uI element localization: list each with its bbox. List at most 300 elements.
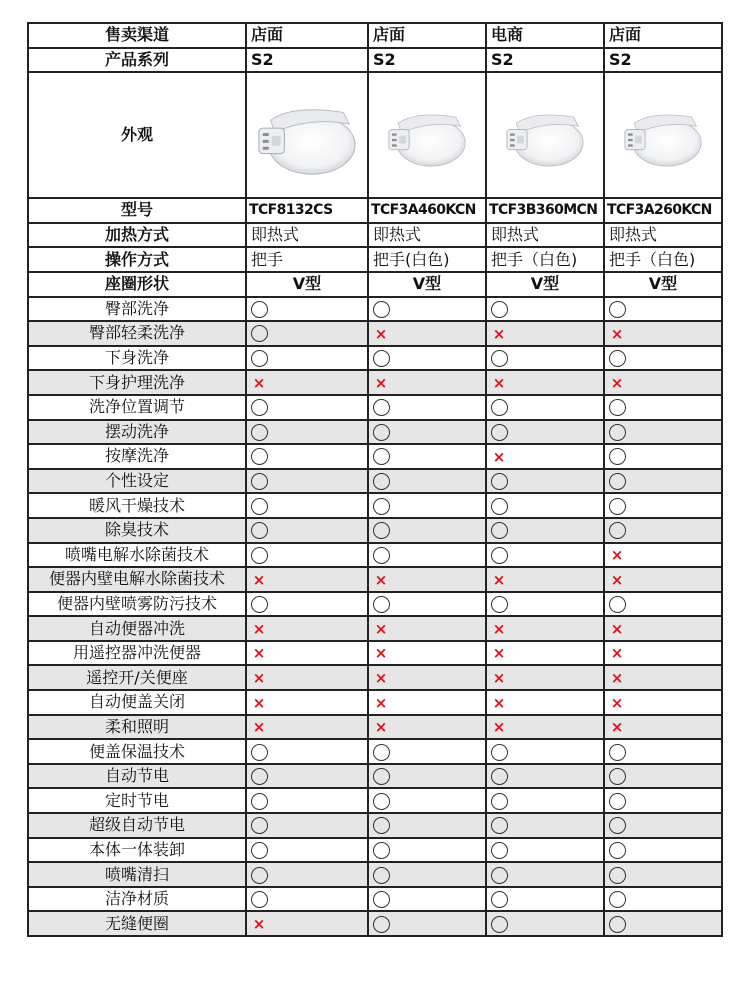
feature-mark-cell	[368, 346, 486, 371]
feature-mark-cell	[246, 543, 368, 568]
feature-row	[28, 862, 722, 887]
feature-mark-cell	[604, 715, 722, 740]
header-value: S2	[486, 48, 604, 73]
feature-mark-cell	[246, 592, 368, 617]
circle-yes-icon	[373, 399, 390, 416]
feature-mark-cell	[486, 715, 604, 740]
feature-label: 定时节电	[28, 788, 246, 813]
cross-no-icon: ×	[252, 644, 266, 663]
header-value: S2	[368, 48, 486, 73]
circle-yes-icon	[491, 473, 508, 490]
feature-row	[28, 764, 722, 789]
circle-yes-icon	[609, 399, 626, 416]
cross-no-icon: ×	[252, 669, 266, 688]
cross-no-icon: ×	[492, 570, 506, 589]
circle-yes-icon	[251, 891, 268, 908]
cross-no-icon: ×	[610, 669, 624, 688]
feature-mark-cell	[604, 567, 722, 592]
feature-row	[28, 420, 722, 445]
cross-no-icon: ×	[610, 324, 624, 343]
feature-mark-cell	[246, 911, 368, 936]
feature-mark-cell	[486, 887, 604, 912]
circle-yes-icon	[609, 522, 626, 539]
cross-no-icon: ×	[252, 570, 266, 589]
feature-mark-cell	[486, 813, 604, 838]
feature-mark-cell	[368, 395, 486, 420]
circle-yes-icon	[609, 768, 626, 785]
feature-mark-cell	[604, 739, 722, 764]
feature-mark-cell	[246, 321, 368, 346]
model-value: TCF3B360MCN	[486, 198, 604, 223]
feature-mark-cell	[604, 665, 722, 690]
spec-value: 把手（白色)	[604, 247, 722, 272]
feature-mark-cell	[368, 665, 486, 690]
row-label: 加热方式	[28, 223, 246, 248]
feature-label: 下身洗净	[28, 346, 246, 371]
spec-row	[28, 223, 722, 248]
product-image-cell	[246, 72, 368, 198]
circle-yes-icon	[491, 350, 508, 367]
feature-row	[28, 592, 722, 617]
circle-yes-icon	[491, 744, 508, 761]
feature-row	[28, 444, 722, 469]
circle-yes-icon	[251, 473, 268, 490]
circle-yes-icon	[251, 596, 268, 613]
spec-value: 即热式	[486, 223, 604, 248]
circle-yes-icon	[609, 793, 626, 810]
circle-yes-icon	[491, 817, 508, 834]
circle-yes-icon	[251, 498, 268, 515]
feature-mark-cell	[486, 764, 604, 789]
circle-yes-icon	[491, 842, 508, 859]
feature-mark-cell	[368, 567, 486, 592]
feature-label: 洗净位置调节	[28, 395, 246, 420]
header-value: S2	[246, 48, 368, 73]
feature-mark-cell	[246, 370, 368, 395]
cross-no-icon: ×	[492, 693, 506, 712]
feature-mark-cell	[604, 911, 722, 936]
circle-yes-icon	[373, 891, 390, 908]
cross-no-icon: ×	[610, 693, 624, 712]
feature-label: 自动节电	[28, 764, 246, 789]
feature-mark-cell	[246, 739, 368, 764]
product-image-cell	[486, 72, 604, 198]
feature-row	[28, 665, 722, 690]
feature-label: 本体一体装卸	[28, 838, 246, 863]
feature-mark-cell	[246, 813, 368, 838]
circle-yes-icon	[373, 448, 390, 465]
circle-yes-icon	[491, 424, 508, 441]
circle-yes-icon	[609, 498, 626, 515]
feature-mark-cell	[604, 690, 722, 715]
spec-value: 即热式	[604, 223, 722, 248]
circle-yes-icon	[373, 817, 390, 834]
feature-label: 洁净材质	[28, 887, 246, 912]
circle-yes-icon	[251, 350, 268, 367]
feature-mark-cell	[246, 690, 368, 715]
cross-no-icon: ×	[374, 669, 388, 688]
feature-mark-cell	[604, 838, 722, 863]
feature-mark-cell	[486, 518, 604, 543]
feature-mark-cell	[368, 420, 486, 445]
cross-no-icon: ×	[374, 324, 388, 343]
feature-mark-cell	[604, 420, 722, 445]
feature-mark-cell	[486, 370, 604, 395]
spec-value: 把手（白色)	[486, 247, 604, 272]
circle-yes-icon	[373, 350, 390, 367]
spec-value: V型	[368, 272, 486, 297]
spec-value: V型	[604, 272, 722, 297]
circle-yes-icon	[491, 596, 508, 613]
feature-label: 用遥控器冲洗便器	[28, 641, 246, 666]
feature-mark-cell	[246, 665, 368, 690]
feature-mark-cell	[604, 592, 722, 617]
circle-yes-icon	[251, 325, 268, 342]
feature-mark-cell	[246, 420, 368, 445]
cross-no-icon: ×	[610, 718, 624, 737]
feature-mark-cell	[604, 321, 722, 346]
feature-mark-cell	[368, 838, 486, 863]
feature-mark-cell	[486, 567, 604, 592]
feature-mark-cell	[368, 321, 486, 346]
row-label: 座圈形状	[28, 272, 246, 297]
spec-value: 即热式	[368, 223, 486, 248]
feature-row	[28, 567, 722, 592]
feature-mark-cell	[368, 788, 486, 813]
feature-mark-cell	[368, 616, 486, 641]
circle-yes-icon	[251, 522, 268, 539]
feature-row	[28, 493, 722, 518]
row-label: 售卖渠道	[28, 23, 246, 48]
feature-mark-cell	[368, 592, 486, 617]
circle-yes-icon	[609, 473, 626, 490]
feature-mark-cell	[486, 395, 604, 420]
circle-yes-icon	[251, 793, 268, 810]
appearance-row	[28, 72, 722, 198]
cross-no-icon: ×	[610, 570, 624, 589]
feature-mark-cell	[604, 493, 722, 518]
feature-row	[28, 739, 722, 764]
circle-yes-icon	[491, 891, 508, 908]
feature-row	[28, 395, 722, 420]
row-label: 产品系列	[28, 48, 246, 73]
circle-yes-icon	[373, 424, 390, 441]
cross-no-icon: ×	[610, 644, 624, 663]
circle-yes-icon	[491, 768, 508, 785]
model-value: TCF3A260KCN	[604, 198, 722, 223]
feature-row	[28, 690, 722, 715]
header-value: S2	[604, 48, 722, 73]
cross-no-icon: ×	[492, 373, 506, 392]
feature-mark-cell	[246, 346, 368, 371]
feature-row	[28, 469, 722, 494]
feature-label: 按摩洗净	[28, 444, 246, 469]
feature-row	[28, 321, 722, 346]
cross-no-icon: ×	[374, 619, 388, 638]
circle-yes-icon	[609, 817, 626, 834]
feature-mark-cell	[368, 641, 486, 666]
feature-mark-cell	[368, 543, 486, 568]
circle-yes-icon	[251, 817, 268, 834]
feature-mark-cell	[368, 715, 486, 740]
cross-no-icon: ×	[610, 619, 624, 638]
circle-yes-icon	[491, 498, 508, 515]
toilet-seat-image	[379, 100, 475, 170]
toilet-seat-image	[497, 100, 593, 170]
header-value: 电商	[486, 23, 604, 48]
feature-mark-cell	[246, 444, 368, 469]
feature-mark-cell	[486, 690, 604, 715]
feature-mark-cell	[604, 764, 722, 789]
cross-no-icon: ×	[374, 718, 388, 737]
feature-label: 喷嘴电解水除菌技术	[28, 543, 246, 568]
feature-label: 摆动洗净	[28, 420, 246, 445]
toilet-seat-image	[615, 100, 711, 170]
circle-yes-icon	[609, 424, 626, 441]
feature-row	[28, 838, 722, 863]
circle-yes-icon	[609, 842, 626, 859]
feature-row	[28, 788, 722, 813]
row-label: 外观	[28, 72, 246, 198]
circle-yes-icon	[373, 498, 390, 515]
feature-mark-cell	[486, 346, 604, 371]
feature-label: 个性设定	[28, 469, 246, 494]
feature-row	[28, 715, 722, 740]
spec-row	[28, 272, 722, 297]
spec-value: 即热式	[246, 223, 368, 248]
circle-yes-icon	[251, 744, 268, 761]
cross-no-icon: ×	[252, 914, 266, 933]
feature-mark-cell	[604, 887, 722, 912]
header-value: 店面	[368, 23, 486, 48]
circle-yes-icon	[251, 842, 268, 859]
feature-mark-cell	[486, 469, 604, 494]
circle-yes-icon	[491, 793, 508, 810]
circle-yes-icon	[609, 448, 626, 465]
feature-mark-cell	[486, 911, 604, 936]
feature-mark-cell	[486, 420, 604, 445]
feature-mark-cell	[368, 739, 486, 764]
feature-mark-cell	[246, 518, 368, 543]
cross-no-icon: ×	[610, 373, 624, 392]
circle-yes-icon	[251, 547, 268, 564]
feature-mark-cell	[604, 297, 722, 322]
circle-yes-icon	[373, 842, 390, 859]
circle-yes-icon	[491, 301, 508, 318]
spec-value: V型	[246, 272, 368, 297]
feature-label: 便器内壁电解水除菌技术	[28, 567, 246, 592]
cross-no-icon: ×	[374, 693, 388, 712]
feature-mark-cell	[368, 887, 486, 912]
feature-label: 便盖保温技术	[28, 739, 246, 764]
feature-row	[28, 297, 722, 322]
feature-mark-cell	[604, 444, 722, 469]
feature-mark-cell	[368, 518, 486, 543]
circle-yes-icon	[491, 547, 508, 564]
row-label: 型号	[28, 198, 246, 223]
feature-mark-cell	[604, 518, 722, 543]
feature-label: 遥控开/关便座	[28, 665, 246, 690]
circle-yes-icon	[373, 744, 390, 761]
feature-mark-cell	[368, 911, 486, 936]
feature-mark-cell	[604, 370, 722, 395]
feature-row	[28, 518, 722, 543]
feature-row	[28, 543, 722, 568]
circle-yes-icon	[491, 522, 508, 539]
circle-yes-icon	[251, 301, 268, 318]
circle-yes-icon	[491, 916, 508, 933]
circle-yes-icon	[373, 793, 390, 810]
circle-yes-icon	[251, 768, 268, 785]
feature-mark-cell	[486, 543, 604, 568]
cross-no-icon: ×	[374, 570, 388, 589]
header-row	[28, 23, 722, 48]
circle-yes-icon	[609, 867, 626, 884]
feature-row	[28, 641, 722, 666]
cross-no-icon: ×	[492, 718, 506, 737]
feature-mark-cell	[604, 616, 722, 641]
circle-yes-icon	[373, 522, 390, 539]
feature-mark-cell	[604, 346, 722, 371]
feature-row	[28, 616, 722, 641]
feature-label: 自动便器冲洗	[28, 616, 246, 641]
feature-mark-cell	[368, 444, 486, 469]
feature-mark-cell	[246, 788, 368, 813]
feature-mark-cell	[246, 616, 368, 641]
model-value: TCF8132CS	[246, 198, 368, 223]
feature-mark-cell	[246, 567, 368, 592]
cross-no-icon: ×	[492, 619, 506, 638]
circle-yes-icon	[609, 301, 626, 318]
circle-yes-icon	[373, 473, 390, 490]
cross-no-icon: ×	[610, 546, 624, 565]
feature-mark-cell	[486, 862, 604, 887]
spec-row	[28, 247, 722, 272]
circle-yes-icon	[491, 399, 508, 416]
feature-row	[28, 887, 722, 912]
feature-mark-cell	[368, 764, 486, 789]
feature-mark-cell	[486, 838, 604, 863]
cross-no-icon: ×	[374, 644, 388, 663]
feature-mark-cell	[246, 764, 368, 789]
feature-mark-cell	[368, 690, 486, 715]
feature-label: 暖风干燥技术	[28, 493, 246, 518]
feature-mark-cell	[246, 715, 368, 740]
feature-label: 臀部洗净	[28, 297, 246, 322]
circle-yes-icon	[609, 891, 626, 908]
circle-yes-icon	[251, 399, 268, 416]
feature-row	[28, 346, 722, 371]
circle-yes-icon	[251, 424, 268, 441]
feature-mark-cell	[368, 813, 486, 838]
feature-mark-cell	[486, 493, 604, 518]
feature-mark-cell	[604, 641, 722, 666]
feature-label: 除臭技术	[28, 518, 246, 543]
feature-label: 便器内壁喷雾防污技术	[28, 592, 246, 617]
header-row	[28, 48, 722, 73]
feature-mark-cell	[246, 297, 368, 322]
circle-yes-icon	[373, 768, 390, 785]
model-row	[28, 198, 722, 223]
circle-yes-icon	[609, 350, 626, 367]
feature-mark-cell	[486, 297, 604, 322]
feature-label: 超级自动节电	[28, 813, 246, 838]
circle-yes-icon	[609, 744, 626, 761]
cross-no-icon: ×	[252, 619, 266, 638]
feature-mark-cell	[604, 813, 722, 838]
circle-yes-icon	[609, 596, 626, 613]
spec-value: V型	[486, 272, 604, 297]
feature-mark-cell	[246, 838, 368, 863]
feature-row	[28, 911, 722, 936]
feature-mark-cell	[246, 395, 368, 420]
circle-yes-icon	[251, 448, 268, 465]
cross-no-icon: ×	[492, 644, 506, 663]
product-image-cell	[368, 72, 486, 198]
feature-mark-cell	[246, 641, 368, 666]
cross-no-icon: ×	[252, 718, 266, 737]
feature-label: 自动便盖关闭	[28, 690, 246, 715]
circle-yes-icon	[373, 547, 390, 564]
feature-label: 下身护理洗净	[28, 370, 246, 395]
feature-mark-cell	[604, 543, 722, 568]
toilet-seat-image	[253, 87, 361, 183]
row-label: 操作方式	[28, 247, 246, 272]
header-value: 店面	[246, 23, 368, 48]
cross-no-icon: ×	[252, 373, 266, 392]
feature-mark-cell	[486, 788, 604, 813]
feature-mark-cell	[368, 297, 486, 322]
feature-label: 臀部轻柔洗净	[28, 321, 246, 346]
circle-yes-icon	[491, 867, 508, 884]
comparison-table-wrapper	[27, 22, 723, 937]
model-value: TCF3A460KCN	[368, 198, 486, 223]
feature-mark-cell	[486, 739, 604, 764]
comparison-table	[27, 22, 723, 937]
feature-mark-cell	[604, 469, 722, 494]
circle-yes-icon	[373, 867, 390, 884]
feature-mark-cell	[604, 395, 722, 420]
cross-no-icon: ×	[252, 693, 266, 712]
cross-no-icon: ×	[492, 324, 506, 343]
circle-yes-icon	[251, 867, 268, 884]
feature-row	[28, 370, 722, 395]
header-value: 店面	[604, 23, 722, 48]
cross-no-icon: ×	[492, 669, 506, 688]
feature-label: 柔和照明	[28, 715, 246, 740]
circle-yes-icon	[609, 916, 626, 933]
circle-yes-icon	[373, 301, 390, 318]
feature-mark-cell	[604, 862, 722, 887]
feature-mark-cell	[246, 469, 368, 494]
circle-yes-icon	[373, 916, 390, 933]
product-image-cell	[604, 72, 722, 198]
feature-mark-cell	[486, 641, 604, 666]
feature-mark-cell	[246, 887, 368, 912]
feature-mark-cell	[486, 616, 604, 641]
feature-label: 无缝便圈	[28, 911, 246, 936]
feature-mark-cell	[368, 862, 486, 887]
feature-mark-cell	[486, 665, 604, 690]
cross-no-icon: ×	[374, 373, 388, 392]
feature-mark-cell	[486, 444, 604, 469]
feature-mark-cell	[368, 493, 486, 518]
spec-value: 把手	[246, 247, 368, 272]
feature-mark-cell	[486, 321, 604, 346]
feature-mark-cell	[246, 862, 368, 887]
feature-mark-cell	[368, 370, 486, 395]
spec-value: 把手(白色)	[368, 247, 486, 272]
